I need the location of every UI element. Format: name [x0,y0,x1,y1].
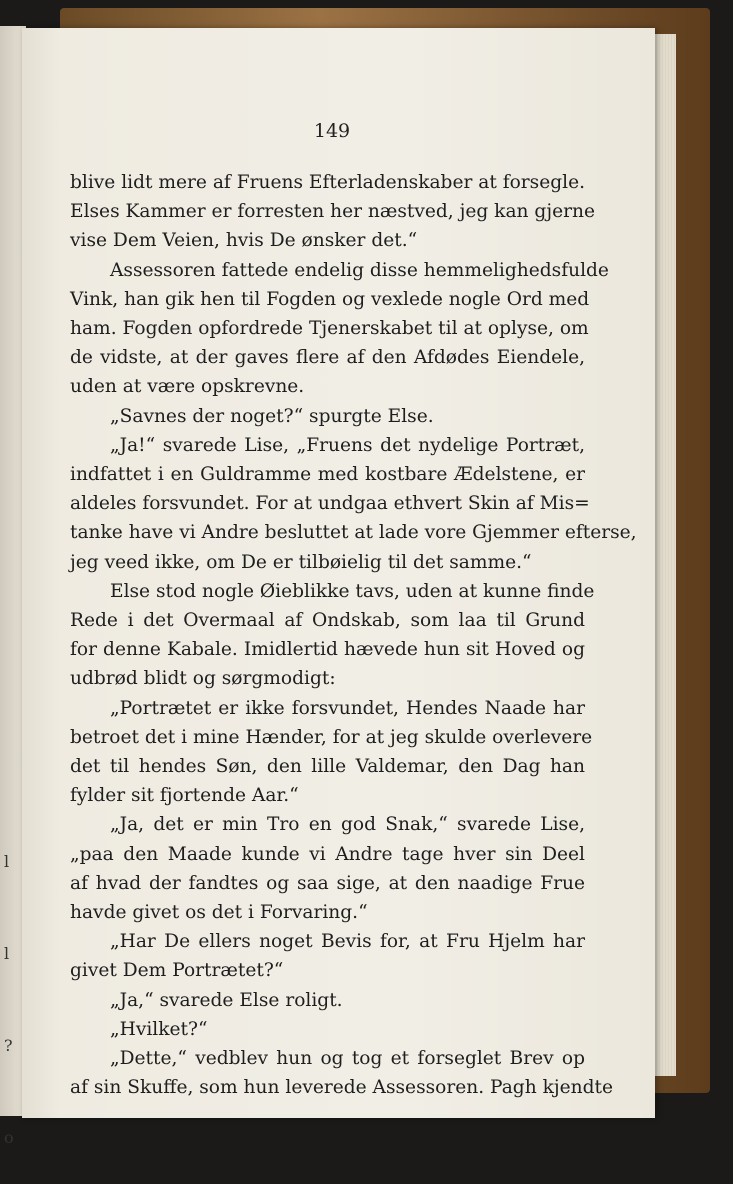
text-line: fylder sit fjortende Aar.“ [70,785,299,807]
text-line: „Hvilket?“ [110,1018,208,1040]
text-line: jeg veed ikke, om De er tilbøielig til det samme.“ [70,551,532,573]
text-line: af hvad der fandtes og saa sige, at den naadige Frue [70,872,585,894]
margin-mark: ? [4,1036,13,1055]
text-line: Vink, han gik hen til Fogden og vexlede nogle Ord med [70,288,590,310]
text-line: havde givet os det i Forvaring.“ [70,902,368,924]
text-line: af sin Skuffe, som hun leverede Assessoren. Pagh kjendte [70,1077,613,1099]
text-line: uden at være opskrevne. [70,376,305,398]
text-line: det til hendes Søn, den lille Valdemar, den Dag han [70,756,585,778]
text-line: udbrød blidt og sørgmodigt: [70,668,336,690]
book-page [22,28,655,1118]
text-line: betroet det i mine Hænder, for at jeg skulde overlevere [70,726,593,748]
margin-mark: l [4,852,10,871]
text-line: ham. Fogden opfordrede Tjenerskabet til at oplyse, om [70,318,589,340]
text-line: blive lidt mere af Fruens Efterladenskaber at forsegle. [70,172,585,193]
text-line: tanke have vi Andre besluttet at lade vore Gjemmer efterse, [70,522,637,544]
previous-page-margin-text [4,816,16,1184]
text-line: de vidste, at der gaves flere af den Afdødes Eiendele, [70,347,585,369]
text-line: Assessoren fattede endelig disse hemmelighedsfulde [110,259,609,281]
text-line: „Portrætet er ikke forsvundet, Hendes Naade har [110,697,585,719]
page-body-text [70,168,637,1103]
text-line: vise Dem Veien, hvis De ønsker det.“ [70,230,418,252]
page-number: 149 [313,120,351,142]
text-line: „Ja, det er min Tro en god Snak,“ svarede Lise, [110,814,585,836]
text-line: „paa den Maade kunde vi Andre tage hver sin Deel [70,843,585,865]
page-block-edge [652,34,676,1076]
text-line: „Dette,“ vedblev hun og tog et forseglet Brev op [110,1048,585,1070]
text-line: Elses Kammer er forresten her næstved, jeg kan gjerne [70,201,595,223]
text-line: aldeles forsvundet. For at undgaa ethvert Skin af Mis= [70,493,590,515]
text-line: „Savnes der noget?“ spurgte Else. [110,405,434,427]
text-line: „Ja!“ svarede Lise, „Fruens det nydelige Portræt, [110,434,585,456]
margin-mark: l [4,944,10,963]
margin-mark: o [4,1128,14,1147]
text-line: „Har De ellers noget Bevis for, at Fru Hjelm har [110,931,585,953]
text-line: givet Dem Portrætet?“ [70,960,284,982]
text-line: „Ja,“ svarede Else roligt. [110,989,343,1011]
text-line: indfattet i en Guldramme med kostbare Ædelstene, er [70,464,585,486]
text-line: Else stod nogle Øieblikke tavs, uden at kunne finde [110,580,595,602]
text-line: for denne Kabale. Imidlertid hævede hun sit Hoved og [70,639,585,661]
text-line: Rede i det Overmaal af Ondskab, som laa til Grund [70,610,585,632]
